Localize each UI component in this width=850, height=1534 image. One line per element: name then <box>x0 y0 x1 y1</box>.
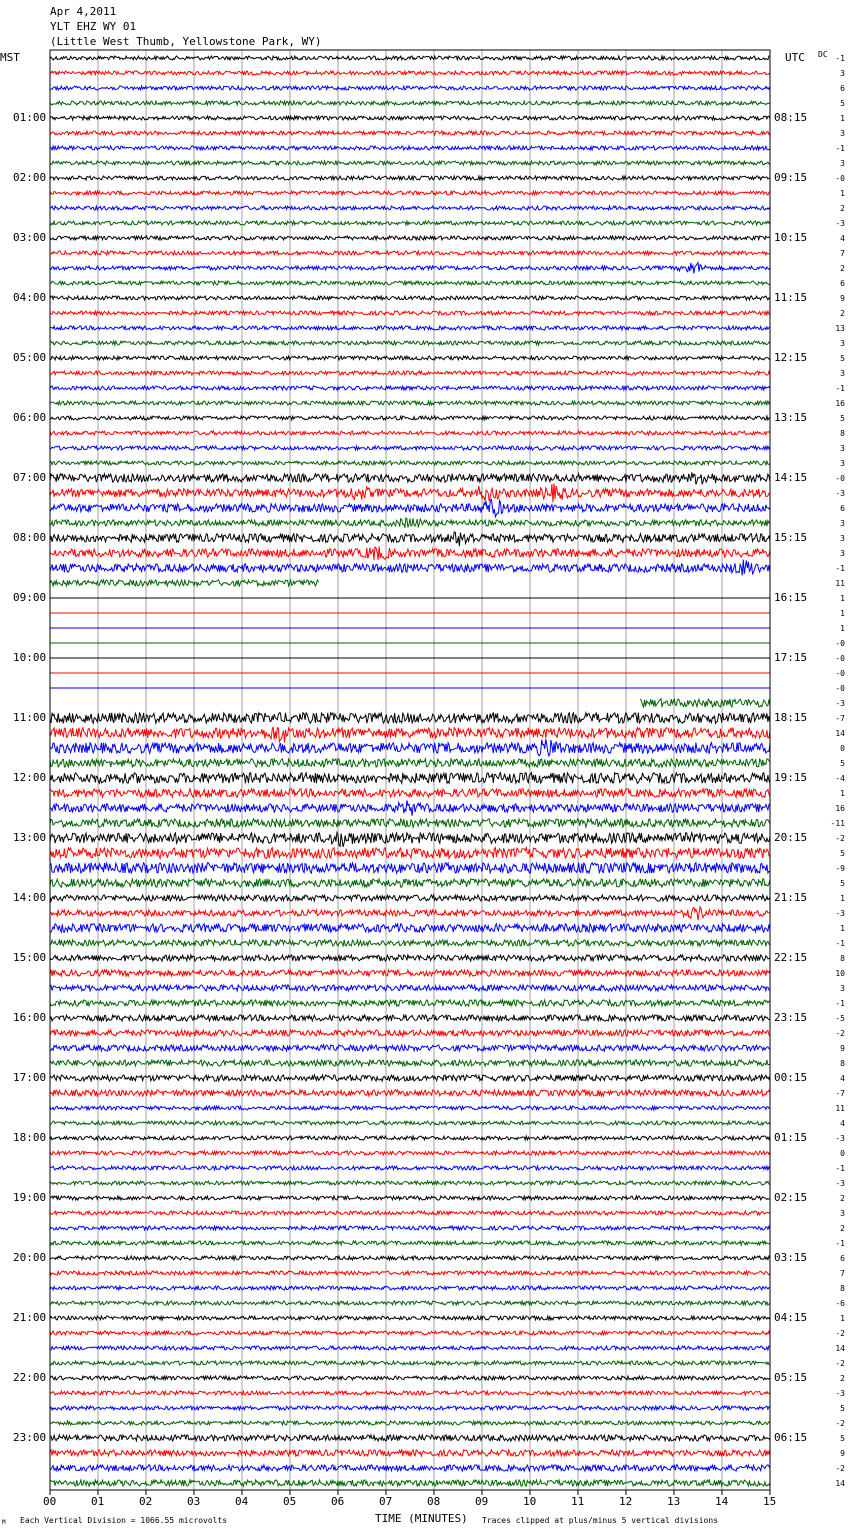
dc-offset-label: 9 <box>840 1449 845 1458</box>
right-hour-label: 22:15 <box>774 951 808 964</box>
dc-offset-label: 6 <box>840 279 845 288</box>
trace-2 <box>50 86 770 90</box>
trace-23 <box>50 401 770 405</box>
trace-19 <box>50 341 770 345</box>
dc-offset-label: 3 <box>840 549 845 558</box>
dc-offset-label: -11 <box>830 819 845 828</box>
right-hour-label: 11:15 <box>774 291 808 304</box>
header-station: YLT EHZ WY 01 <box>50 20 137 33</box>
trace-21 <box>50 371 770 375</box>
dc-offset-label: 16 <box>835 399 845 408</box>
dc-offset-label: 16 <box>835 804 845 813</box>
right-hour-label: 06:15 <box>774 1431 808 1444</box>
trace-8 <box>50 176 770 180</box>
right-hour-label: 20:15 <box>774 831 808 844</box>
right-hour-label: 13:15 <box>774 411 808 424</box>
x-tick-label-02: 02 <box>139 1495 153 1508</box>
dc-offset-label: 2 <box>840 309 845 318</box>
left-hour-label: 23:00 <box>13 1431 47 1444</box>
dc-offset-label: 3 <box>840 69 845 78</box>
dc-offset-label: 6 <box>840 504 845 513</box>
left-hour-label: 15:00 <box>13 951 47 964</box>
trace-67 <box>50 1060 770 1066</box>
trace-6 <box>50 146 770 150</box>
right-hour-label: 23:15 <box>774 1011 808 1024</box>
trace-30 <box>50 499 770 517</box>
dc-offset-label: -1 <box>835 144 845 153</box>
dc-offset-label: 2 <box>840 1194 845 1203</box>
dc-offset-label: 5 <box>840 849 845 858</box>
right-hour-label: 16:15 <box>774 591 808 604</box>
dc-offset-label: -1 <box>835 384 845 393</box>
trace-1 <box>50 71 770 75</box>
dc-offset-label: 4 <box>840 1074 845 1083</box>
trace-51 <box>50 819 770 827</box>
trace-26 <box>50 446 770 450</box>
right-hour-label: 10:15 <box>774 231 808 244</box>
trace-66 <box>50 1045 770 1051</box>
dc-offset-label: 5 <box>840 759 845 768</box>
dc-offset-label: 5 <box>840 354 845 363</box>
left-axis-title: MST <box>0 51 20 64</box>
left-hour-label: 20:00 <box>13 1251 47 1264</box>
trace-56 <box>50 895 770 901</box>
dc-offset-label: 9 <box>840 294 845 303</box>
header-date: Apr 4,2011 <box>50 5 117 18</box>
dc-offset-label: 8 <box>840 954 845 963</box>
trace-85 <box>50 1331 770 1335</box>
trace-3 <box>50 101 770 105</box>
dc-offset-label: -0 <box>835 474 845 483</box>
x-tick-label-15: 15 <box>763 1495 777 1508</box>
trace-28 <box>50 472 770 484</box>
dc-offset-label: 3 <box>840 459 845 468</box>
trace-10 <box>50 206 770 210</box>
scale-note: Each Vertical Division = 1066.55 microvolts <box>20 1516 228 1525</box>
trace-46 <box>50 739 770 756</box>
dc-offset-label: 1 <box>840 789 845 798</box>
dc-offset-label: 3 <box>840 1209 845 1218</box>
trace-65 <box>50 1030 770 1036</box>
dc-offset-label: -3 <box>835 1389 845 1398</box>
dc-offset-label: -3 <box>835 489 845 498</box>
right-hour-label: 02:15 <box>774 1191 808 1204</box>
x-tick-label-05: 05 <box>283 1495 297 1508</box>
dc-offset-label: -6 <box>835 1299 845 1308</box>
dc-offset-label: 8 <box>840 1284 845 1293</box>
dc-offset-label: 4 <box>840 234 845 243</box>
dc-offset-label: -1 <box>835 939 845 948</box>
trace-52 <box>50 832 770 847</box>
dc-offset-label: 8 <box>840 1059 845 1068</box>
dc-offset-label: -1 <box>835 1164 845 1173</box>
dc-offset-label: 1 <box>840 189 845 198</box>
dc-offset-label: -2 <box>835 1464 845 1473</box>
trace-78 <box>50 1226 770 1230</box>
dc-offset-label: 6 <box>840 1254 845 1263</box>
x-tick-label-10: 10 <box>523 1495 537 1508</box>
left-hour-label: 02:00 <box>13 171 47 184</box>
right-hour-label: 09:15 <box>774 171 808 184</box>
dc-offset-label: 1 <box>840 594 845 603</box>
trace-0 <box>50 56 770 60</box>
x-tick-label-03: 03 <box>187 1495 201 1508</box>
dc-offset-label: 2 <box>840 264 845 273</box>
dc-offset-label: 3 <box>840 159 845 168</box>
right-hour-label: 21:15 <box>774 891 808 904</box>
trace-20 <box>50 356 770 360</box>
dc-offset-label: 14 <box>835 729 845 738</box>
dc-offset-label: 3 <box>840 444 845 453</box>
trace-44 <box>50 713 770 724</box>
trace-18 <box>50 326 770 330</box>
dc-offset-label: 11 <box>835 579 845 588</box>
x-tick-label-13: 13 <box>667 1495 681 1508</box>
trace-5 <box>50 131 770 135</box>
trace-92 <box>50 1435 770 1441</box>
x-tick-label-11: 11 <box>571 1495 585 1508</box>
left-hour-label: 16:00 <box>13 1011 47 1024</box>
dc-offset-label: 7 <box>840 1269 845 1278</box>
dc-offset-label: 2 <box>840 1224 845 1233</box>
dc-offset-label: 1 <box>840 1314 845 1323</box>
left-hour-label: 18:00 <box>13 1131 47 1144</box>
trace-47 <box>50 759 770 767</box>
right-hour-label: 18:15 <box>774 711 808 724</box>
trace-57 <box>50 907 770 921</box>
trace-11 <box>50 221 770 225</box>
dc-offset-label: 5 <box>840 879 845 888</box>
dc-offset-label: -0 <box>835 174 845 183</box>
left-hour-label: 22:00 <box>13 1371 47 1384</box>
seismic-traces <box>50 56 770 1486</box>
left-hour-label: 07:00 <box>13 471 47 484</box>
trace-71 <box>50 1121 770 1125</box>
trace-50 <box>50 800 770 815</box>
dc-offset-label: -1 <box>835 999 845 1008</box>
dc-offset-label: -2 <box>835 834 845 843</box>
dc-offset-label: 1 <box>840 894 845 903</box>
right-hour-label: 15:15 <box>774 531 808 544</box>
trace-95 <box>50 1480 770 1486</box>
trace-53 <box>50 848 770 859</box>
trace-55 <box>50 879 770 887</box>
trace-22 <box>50 386 770 390</box>
left-hour-label: 05:00 <box>13 351 47 364</box>
right-hour-label: 12:15 <box>774 351 808 364</box>
trace-90 <box>50 1406 770 1410</box>
dc-offset-label: -3 <box>835 1134 845 1143</box>
right-hour-label: 14:15 <box>774 471 808 484</box>
dc-offset-label: 3 <box>840 369 845 378</box>
x-axis-label: TIME (MINUTES) <box>375 1512 468 1525</box>
header-location: (Little West Thumb, Yellowstone Park, WY) <box>50 35 322 48</box>
left-hour-label: 01:00 <box>13 111 47 124</box>
trace-89 <box>50 1391 770 1395</box>
dc-offset-label: -2 <box>835 1419 845 1428</box>
trace-25 <box>50 431 770 435</box>
dc-offset-label: 11 <box>835 1104 845 1113</box>
left-hour-label: 03:00 <box>13 231 47 244</box>
dc-offset-label: 3 <box>840 339 845 348</box>
x-tick-label-14: 14 <box>715 1495 729 1508</box>
trace-93 <box>50 1450 770 1456</box>
left-hour-label: 06:00 <box>13 411 47 424</box>
dc-offset-label: 2 <box>840 204 845 213</box>
trace-88 <box>50 1376 770 1380</box>
trace-12 <box>50 236 770 240</box>
x-tick-label-09: 09 <box>475 1495 489 1508</box>
x-tick-label-08: 08 <box>427 1495 441 1508</box>
trace-87 <box>50 1361 770 1365</box>
left-hour-label: 14:00 <box>13 891 47 904</box>
dc-offset-label: -0 <box>835 669 845 678</box>
trace-14 <box>50 263 770 274</box>
trace-84 <box>50 1316 770 1320</box>
dc-offset-label: -2 <box>835 1029 845 1038</box>
dc-offset-label: -0 <box>835 654 845 663</box>
dc-offset-label: -0 <box>835 639 845 648</box>
trace-68 <box>50 1075 770 1081</box>
dc-offset-label: 7 <box>840 249 845 258</box>
trace-4 <box>50 116 770 120</box>
dc-offset-label: 1 <box>840 624 845 633</box>
dc-offset-label: 5 <box>840 99 845 108</box>
right-axis-title: UTC <box>785 51 805 64</box>
right-hour-label: 19:15 <box>774 771 808 784</box>
trace-17 <box>50 311 770 315</box>
dc-offset-label: 3 <box>840 129 845 138</box>
dc-offset-label: 2 <box>840 1374 845 1383</box>
dc-offset-label: -3 <box>835 219 845 228</box>
dc-offset-label: -7 <box>835 714 845 723</box>
x-axis-ticks <box>50 1490 770 1495</box>
left-hour-label: 13:00 <box>13 831 47 844</box>
trace-34 <box>50 560 770 576</box>
dc-offset-label: 13 <box>835 324 845 333</box>
trace-81 <box>50 1271 770 1275</box>
trace-86 <box>50 1346 770 1350</box>
trace-13 <box>50 251 770 255</box>
trace-91 <box>50 1421 770 1425</box>
corner-mark: M <box>2 1519 6 1526</box>
trace-29 <box>50 483 770 502</box>
left-hour-label: 11:00 <box>13 711 47 724</box>
dc-offset-label: -0 <box>835 684 845 693</box>
dc-offset-label: 9 <box>840 1044 845 1053</box>
trace-32 <box>50 532 770 546</box>
dc-offset-label: -2 <box>835 1359 845 1368</box>
dc-offset-label: -4 <box>835 774 845 783</box>
dc-header: DC <box>818 50 828 59</box>
x-tick-label-04: 04 <box>235 1495 249 1508</box>
trace-9 <box>50 191 770 195</box>
right-hour-label: 05:15 <box>774 1371 808 1384</box>
trace-43 <box>640 699 770 707</box>
dc-offset-label: 1 <box>840 609 845 618</box>
trace-15 <box>50 281 770 285</box>
right-hour-label: 17:15 <box>774 651 808 664</box>
trace-16 <box>50 296 770 300</box>
trace-72 <box>50 1136 770 1140</box>
trace-73 <box>50 1151 770 1155</box>
trace-24 <box>50 416 770 420</box>
x-tick-label-12: 12 <box>619 1495 633 1508</box>
trace-7 <box>50 161 770 165</box>
trace-45 <box>50 727 770 743</box>
trace-58 <box>50 924 770 932</box>
left-hour-label: 17:00 <box>13 1071 47 1084</box>
trace-69 <box>50 1090 770 1096</box>
trace-70 <box>50 1106 770 1110</box>
dc-offset-label: -1 <box>835 54 845 63</box>
left-hour-label: 08:00 <box>13 531 47 544</box>
dc-offset-label: -3 <box>835 1179 845 1188</box>
dc-offset-label: 1 <box>840 114 845 123</box>
trace-31 <box>50 518 770 528</box>
trace-27 <box>50 461 770 465</box>
left-hour-label: 04:00 <box>13 291 47 304</box>
left-hour-label: 12:00 <box>13 771 47 784</box>
dc-offset-label: 14 <box>835 1479 845 1488</box>
right-hour-label: 03:15 <box>774 1251 808 1264</box>
dc-offset-label: 3 <box>840 984 845 993</box>
left-hour-label: 19:00 <box>13 1191 47 1204</box>
dc-offset-label: 3 <box>840 534 845 543</box>
dc-offset-label: -3 <box>835 909 845 918</box>
trace-63 <box>50 1000 770 1006</box>
trace-59 <box>50 940 770 946</box>
dc-offset-label: 4 <box>840 1119 845 1128</box>
trace-76 <box>50 1196 770 1200</box>
trace-75 <box>50 1181 770 1185</box>
dc-offset-label: -2 <box>835 1329 845 1338</box>
left-hour-label: 21:00 <box>13 1311 47 1324</box>
dc-offset-label: 5 <box>840 414 845 423</box>
dc-offset-label: 0 <box>840 1149 845 1158</box>
trace-35 <box>50 580 319 586</box>
trace-82 <box>50 1286 770 1290</box>
dc-offset-label: 8 <box>840 429 845 438</box>
trace-49 <box>50 789 770 797</box>
x-tick-label-06: 06 <box>331 1495 345 1508</box>
dc-offset-label: 5 <box>840 1404 845 1413</box>
dc-offset-label: -5 <box>835 1014 845 1023</box>
x-tick-label-00: 00 <box>43 1495 57 1508</box>
trace-94 <box>50 1465 770 1471</box>
dc-offset-label: 3 <box>840 519 845 528</box>
trace-54 <box>50 863 770 874</box>
dc-offset-label: 14 <box>835 1344 845 1353</box>
left-hour-label: 09:00 <box>13 591 47 604</box>
dc-offset-label: -7 <box>835 1089 845 1098</box>
left-hour-label: 10:00 <box>13 651 47 664</box>
dc-offset-label: 10 <box>835 969 845 978</box>
dc-offset-label: 0 <box>840 744 845 753</box>
trace-80 <box>50 1256 770 1260</box>
dc-offset-label: -1 <box>835 1239 845 1248</box>
trace-64 <box>50 1015 770 1021</box>
dc-offset-label: -1 <box>835 564 845 573</box>
dc-offset-label: 1 <box>840 924 845 933</box>
trace-61 <box>50 970 770 976</box>
right-hour-label: 08:15 <box>774 111 808 124</box>
x-tick-label-07: 07 <box>379 1495 393 1508</box>
right-hour-label: 01:15 <box>774 1131 808 1144</box>
dc-offset-label: 6 <box>840 84 845 93</box>
right-hour-label: 00:15 <box>774 1071 808 1084</box>
trace-33 <box>50 547 770 560</box>
trace-77 <box>50 1211 770 1215</box>
trace-83 <box>50 1301 770 1305</box>
trace-60 <box>50 955 770 961</box>
dc-offset-label: -3 <box>835 699 845 708</box>
dc-offset-label: -9 <box>835 864 845 873</box>
right-hour-label: 04:15 <box>774 1311 808 1324</box>
dc-offset-label: 5 <box>840 1434 845 1443</box>
x-tick-label-01: 01 <box>91 1495 105 1508</box>
clip-note: Traces clipped at plus/minus 5 vertical divisions <box>482 1516 719 1525</box>
trace-79 <box>50 1241 770 1245</box>
trace-48 <box>50 773 770 784</box>
trace-74 <box>50 1166 770 1170</box>
trace-62 <box>50 985 770 991</box>
